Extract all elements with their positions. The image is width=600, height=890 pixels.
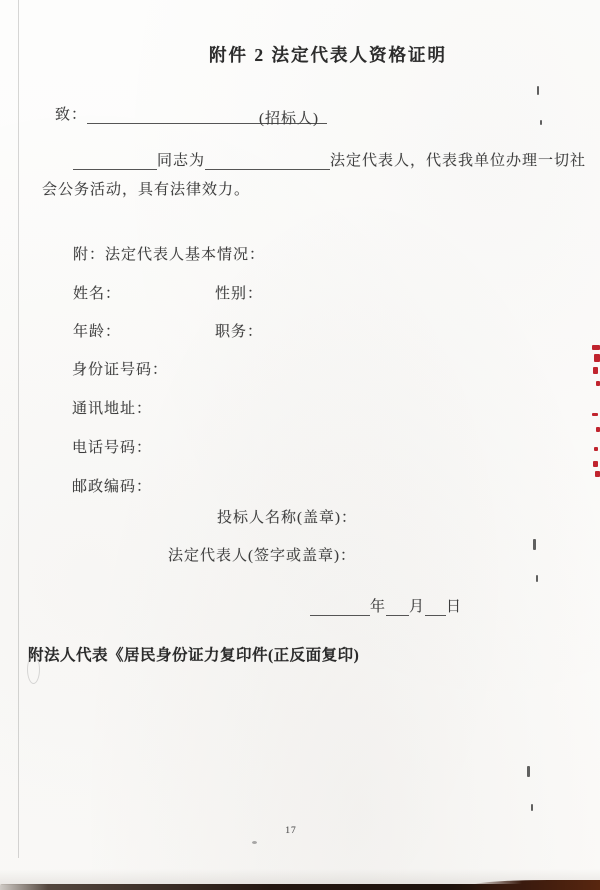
recipient-hint: (招标人) [259, 111, 320, 127]
bidder-seal-label: 投标人名称(盖章)： [217, 510, 357, 526]
month-label: 月 [409, 599, 426, 615]
postal-code-field-label: 邮政编码： [72, 479, 153, 495]
stamp-bleed-mark [595, 471, 600, 477]
salutation-label: 致： [55, 107, 88, 123]
day-label: 日 [446, 599, 463, 615]
field-row-name-gender [73, 282, 264, 303]
binding-mark [531, 804, 533, 811]
basic-info-heading: 附：法定代表人基本情况： [73, 247, 266, 263]
year-label: 年 [370, 599, 387, 615]
month-blank-field [386, 598, 409, 616]
recipient-blank-field [87, 107, 327, 127]
declaration-line-2: 会公务活动，具有法律效力。 [42, 182, 251, 198]
company-blank-field [205, 152, 330, 170]
stamp-bleed-mark [593, 367, 598, 374]
stamp-bleed-mark [594, 354, 600, 362]
scan-edge-line-left [18, 0, 19, 858]
binding-mark [533, 539, 536, 550]
binding-mark [540, 120, 542, 125]
scan-smudge-mark [27, 655, 40, 684]
stamp-bleed-mark [592, 345, 600, 350]
stamp-bleed-mark [596, 381, 600, 386]
page-number: 17 [285, 826, 297, 836]
scan-speck [252, 841, 257, 844]
id-number-field-label: 身份证号码： [72, 362, 169, 378]
day-blank-field [425, 598, 446, 616]
stamp-bleed-mark [594, 447, 598, 451]
comrade-name-blank-field [73, 152, 157, 170]
phone-field-label: 电话号码： [72, 440, 153, 456]
age-field-label: 年龄： [73, 324, 122, 340]
stamp-bleed-mark [592, 413, 598, 416]
stamp-bleed-mark [596, 427, 600, 432]
binding-mark [537, 86, 539, 95]
stamp-bleed-mark [593, 461, 598, 467]
salutation-line [55, 103, 327, 127]
binding-mark [536, 575, 538, 582]
declaration-text: 法定代表人，代表我单位办理一切社 [330, 153, 587, 169]
gender-field-label: 性别： [215, 286, 264, 302]
date-line [310, 595, 462, 616]
field-row-age-position [73, 320, 264, 341]
footer-note: 附法人代表《居民身份证力复印件(正反面复印) [28, 647, 360, 664]
binding-mark [527, 766, 530, 777]
name-field-label: 姓名： [73, 286, 122, 302]
address-field-label: 通讯地址： [72, 401, 153, 417]
comrade-label: 同志为 [157, 153, 206, 169]
declaration-line-1 [73, 149, 586, 170]
legal-rep-signature-label: 法定代表人(签字或盖章)： [168, 548, 356, 564]
position-field-label: 职务： [215, 324, 264, 340]
year-blank-field [310, 598, 370, 616]
scan-edge-corner [470, 880, 600, 890]
page-title: 附件 2 法定代表人资格证明 [209, 45, 447, 65]
